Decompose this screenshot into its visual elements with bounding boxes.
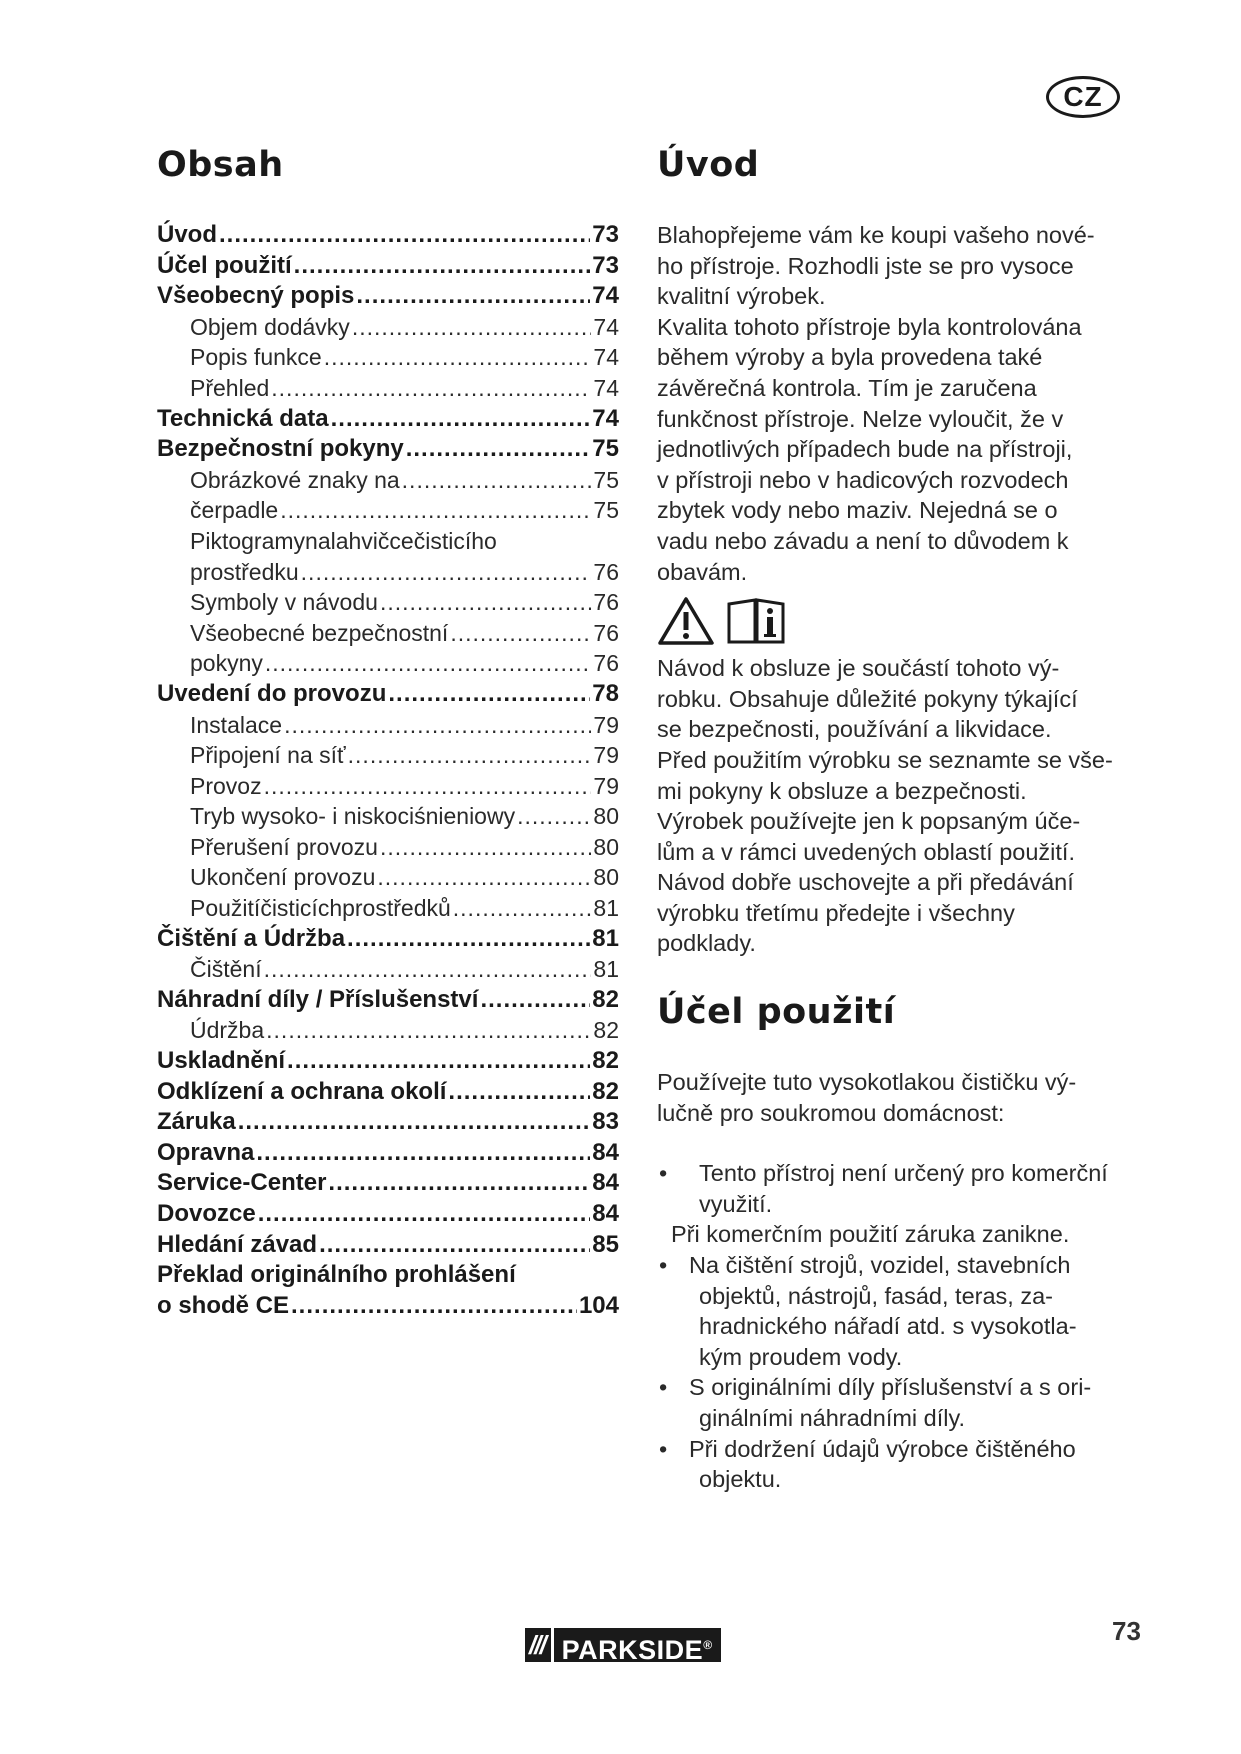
toc-entry-label: čerpadle (190, 497, 279, 524)
toc-entry-page: 74 (593, 344, 619, 371)
list-item (657, 1434, 1127, 1495)
toc-leader-dots (258, 1199, 591, 1230)
text-line: hradnického nářadí atd. s vysokotla- (699, 1313, 1077, 1340)
toc-entry-page: 75 (593, 466, 619, 493)
toc-entry-page: 74 (592, 282, 619, 310)
purpose-note: Při komerčním použití záruka zanikne. (671, 1221, 1070, 1248)
list-item (657, 1250, 1127, 1372)
toc-entry-label: Symboly v návodu (190, 589, 378, 616)
toc-entry-page: 74 (593, 313, 619, 340)
intro-heading: Úvod (657, 145, 760, 185)
content-column (657, 140, 1127, 1495)
text-line: mi pokyny k obsluze a bezpečnosti. (657, 777, 1027, 804)
toc-entry-page: 73 (592, 221, 619, 248)
list-item (657, 1158, 1127, 1219)
toc-entry-label: Překlad originálního prohlášení (157, 1261, 516, 1289)
toc-leader-dots (517, 801, 591, 832)
toc-entry-label: Dovozce (157, 1200, 256, 1227)
toc-leader-dots (453, 893, 592, 924)
manual-text (657, 653, 1127, 959)
toc-entry-label: Čištění (190, 956, 262, 983)
toc-entry-page: 85 (592, 1230, 619, 1258)
toc-entry-label: Piktogramynalahvičcečisticího (190, 527, 497, 554)
toc-entry-page: 84 (592, 1138, 619, 1166)
text-line: během výroby a byla provedena také (657, 344, 1043, 371)
manual-info-icon (725, 596, 787, 646)
safety-icons (657, 595, 1127, 647)
toc-leader-dots (380, 587, 591, 618)
toc-entry (157, 862, 619, 893)
bullet-icon: • (659, 1435, 668, 1462)
logo-slashes: /// (529, 1630, 545, 1660)
toc-entry-label: Připojení na síť (190, 742, 346, 769)
toc-entry (157, 801, 619, 832)
text-line: Používejte tuto vysokotlakou čističku vý- (657, 1069, 1077, 1096)
toc-entry (157, 404, 619, 435)
toc-leader-dots (480, 985, 590, 1016)
text-line: Výrobek používejte jen k popsaným úče- (657, 808, 1081, 835)
toc-entry-label: Přerušení provozu (190, 833, 378, 860)
bullet-icon: • (659, 1252, 668, 1279)
text-line: Návod k obsluze je součástí tohoto vý- (657, 655, 1060, 682)
toc-entry (157, 1015, 619, 1046)
text-line: robku. Obsahuje důležité pokyny týkající (657, 685, 1078, 712)
toc-entry-label: Čištění a Údržba (157, 924, 346, 952)
toc-entry (157, 1230, 619, 1261)
text-line: lučně pro soukromou domácnost: (657, 1099, 1005, 1126)
toc-entry-page: 84 (592, 1169, 619, 1197)
toc-entry-page: 74 (592, 404, 619, 432)
toc-entry-page: 76 (593, 650, 619, 677)
toc-entry (157, 373, 619, 404)
toc-entry-label: Použitíčisticíchprostředků (190, 895, 451, 922)
text-line: Návod dobře uschovejte a při předávání (657, 869, 1074, 896)
text-line: ho přístroje. Rozhodli jste se pro vysoce (657, 252, 1074, 279)
text-line: funkčnost přístroje. Nelze vyloučit, že v (657, 405, 1064, 432)
toc-entry-page: 104 (578, 1291, 619, 1319)
toc-entry-page: 73 (592, 251, 619, 279)
text-line: kvalitní výrobek. (657, 283, 826, 310)
toc-entry-label: Všeobecné bezpečnostní (190, 619, 449, 646)
toc-entry (157, 1138, 619, 1169)
text-line: využití. (699, 1190, 773, 1217)
toc-leader-dots (380, 832, 591, 863)
toc-leader-dots (352, 312, 592, 343)
toc-leader-dots (406, 434, 591, 465)
toc-leader-dots (265, 648, 592, 679)
toc-entry-page: 75 (592, 435, 619, 463)
text-line: obavám. (657, 558, 748, 585)
toc-entry-page: 80 (593, 803, 619, 830)
toc-entry-label: Uvedení do provozu (157, 679, 387, 707)
toc-entry-label: Tryb wysoko- i niskociśnieniowy (190, 803, 516, 830)
toc-entry-label: Přehled (190, 374, 270, 401)
toc-leader-dots (264, 771, 592, 802)
toc-entry (157, 281, 619, 312)
toc-entry-label: Ukončení provozu (190, 864, 376, 891)
text-line: výrobku třetímu předejte i všechny (657, 899, 1015, 926)
toc-entry-label: Objem dodávky (190, 313, 350, 340)
toc-entry-label: Údržba (190, 1017, 265, 1044)
text-line: se bezpečnosti, používání a likvidace. (657, 716, 1052, 743)
toc-entry-label: Service-Center (157, 1169, 327, 1197)
text-line: podklady. (657, 930, 756, 957)
toc-entry-page: 81 (593, 956, 619, 983)
toc-leader-dots (238, 1107, 591, 1138)
language-badge: CZ (1046, 76, 1120, 118)
toc-entry (157, 465, 619, 496)
toc-entry-label: Popis funkce (190, 344, 322, 371)
toc-entry-page: 79 (593, 742, 619, 769)
toc-entry (157, 526, 619, 557)
text-line: objektu. (699, 1466, 782, 1493)
text-line: jednotlivých případech bude na přístroji, (657, 436, 1073, 463)
toc-leader-dots (331, 404, 591, 435)
toc-entry (157, 618, 619, 649)
toc-entry (157, 495, 619, 526)
text-line: Při dodržení údajů výrobce čištěného (689, 1435, 1076, 1462)
toc-entry-label: Úvod (157, 221, 217, 248)
table-of-contents (157, 140, 619, 1321)
toc-entry-page: 76 (593, 558, 619, 585)
toc-entry-page: 82 (592, 985, 619, 1013)
toc-entry-page: 82 (592, 1047, 619, 1075)
toc-entry (157, 740, 619, 771)
toc-entry (157, 251, 619, 282)
toc-leader-dots (348, 740, 592, 771)
toc-entry-label: Obrázkové znaky na (190, 466, 400, 493)
text-line: závěrečná kontrola. Tím je zaručena (657, 374, 1037, 401)
toc-entry-label: Instalace (190, 711, 283, 738)
toc-entry (157, 434, 619, 465)
toc-leader-dots (294, 251, 591, 282)
toc-leader-dots (450, 618, 591, 649)
parkside-logo (525, 1628, 721, 1665)
toc-leader-dots (301, 557, 592, 588)
toc-entry (157, 710, 619, 741)
logo-wordmark: PARKSIDE (561, 1635, 704, 1665)
toc-leader-dots (347, 924, 590, 955)
toc-leader-dots (328, 1168, 590, 1199)
toc-entry-label: Provoz (190, 772, 262, 799)
toc-leader-dots (377, 862, 591, 893)
text-line: S originálními díly příslušenství a s ori- (689, 1374, 1092, 1401)
toc-entry (157, 1199, 619, 1230)
toc-entry-page: 76 (593, 589, 619, 616)
text-line: Tento přístroj není určený pro komerční (699, 1160, 1108, 1187)
text-line: Kvalita tohoto přístroje byla kontrolována (657, 313, 1082, 340)
toc-entry-label: Všeobecný popis (157, 282, 355, 310)
toc-entry-label: Odklízení a ochrana okolí (157, 1077, 447, 1105)
text-line: Blahopřejeme vám ke koupi vašeho nové- (657, 222, 1095, 248)
toc-entry (157, 557, 619, 588)
toc-entry-page: 78 (592, 679, 619, 707)
toc-entry-page: 80 (593, 833, 619, 860)
toc-leader-dots (356, 281, 590, 312)
text-line: Před použitím výrobku se seznamte se vše- (657, 746, 1113, 773)
toc-entry-page: 80 (593, 864, 619, 891)
toc-entry-label: Účel použití (157, 251, 292, 279)
bullet-icon: • (659, 1160, 668, 1187)
toc-leader-dots (284, 710, 591, 741)
text-line: zbytek vody nebo maziv. Nejedná se o (657, 497, 1058, 524)
text-line: objektů, nástrojů, fasád, teras, za- (699, 1282, 1053, 1309)
purpose-list (657, 1158, 1127, 1495)
toc-entry (157, 954, 619, 985)
toc-list (157, 220, 619, 1321)
toc-entry-label: pokyny (190, 650, 263, 677)
toc-entry-page: 79 (593, 711, 619, 738)
toc-leader-dots (319, 1230, 590, 1261)
toc-entry-label: Záruka (157, 1108, 236, 1136)
purpose-text (657, 1067, 1127, 1128)
toc-entry (157, 220, 619, 251)
toc-entry-page: 79 (593, 772, 619, 799)
toc-entry-page: 82 (593, 1017, 619, 1044)
toc-leader-dots (388, 679, 590, 710)
toc-entry-page: 83 (592, 1108, 619, 1136)
toc-entry-page: 76 (593, 619, 619, 646)
toc-entry (157, 771, 619, 802)
toc-entry-label: Náhradní díly / Příslušenství (157, 985, 479, 1013)
toc-entry (157, 342, 619, 373)
toc-entry-label: o shodě CE (157, 1291, 290, 1319)
toc-entry-page: 81 (592, 924, 619, 952)
toc-entry (157, 312, 619, 343)
list-item (657, 1372, 1127, 1433)
text-line: v přístroji nebo v hadicových rozvodech (657, 466, 1069, 493)
toc-entry-label: prostředku (190, 558, 299, 585)
toc-entry (157, 587, 619, 618)
text-line: vadu nebo závadu a není to důvodem k (657, 527, 1069, 554)
toc-entry (157, 1260, 619, 1291)
toc-entry (157, 985, 619, 1016)
toc-leader-dots (402, 465, 592, 496)
toc-leader-dots (264, 954, 592, 985)
toc-leader-dots (256, 1138, 590, 1169)
toc-entry-label: Technická data (157, 404, 329, 432)
toc-entry (157, 679, 619, 710)
toc-leader-dots (266, 1015, 591, 1046)
toc-entry-page: 81 (593, 895, 619, 922)
warning-icon (657, 596, 715, 646)
toc-title: Obsah (157, 145, 284, 185)
text-line: kým proudem vody. (699, 1343, 903, 1370)
toc-leader-dots (448, 1077, 590, 1108)
intro-text (657, 220, 1127, 587)
toc-leader-dots (219, 220, 590, 251)
text-line: ginálními náhradními díly. (699, 1405, 966, 1431)
toc-entry-label: Uskladnění (157, 1047, 286, 1075)
toc-entry (157, 924, 619, 955)
toc-leader-dots (280, 495, 591, 526)
toc-entry-page: 82 (592, 1077, 619, 1105)
toc-entry-label: Opravna (157, 1138, 255, 1166)
text-line: lům a v rámci uvedených oblastí použití. (657, 838, 1075, 865)
toc-entry (157, 893, 619, 924)
toc-entry-page: 75 (593, 497, 619, 524)
bullet-icon: • (659, 1374, 668, 1401)
toc-entry-page: 74 (593, 374, 619, 401)
toc-entry (157, 1046, 619, 1077)
toc-leader-dots (287, 1046, 590, 1077)
toc-entry-label: Bezpečnostní pokyny (157, 435, 404, 463)
toc-entry-label: Hledání závad (157, 1230, 318, 1258)
toc-entry (157, 1107, 619, 1138)
toc-leader-dots (324, 342, 592, 373)
toc-entry (157, 1168, 619, 1199)
toc-entry (157, 1291, 619, 1322)
toc-entry (157, 1077, 619, 1108)
text-line: Na čištění strojů, vozidel, stavebních (689, 1252, 1071, 1279)
toc-entry-page: 84 (592, 1200, 619, 1227)
toc-entry (157, 832, 619, 863)
page-number: 73 (1112, 1616, 1141, 1646)
purpose-heading: Účel použití (657, 992, 896, 1033)
toc-entry (157, 648, 619, 679)
toc-leader-dots (271, 373, 591, 404)
toc-leader-dots (291, 1291, 577, 1322)
logo-trademark: ® (703, 1638, 713, 1652)
logo-text (551, 1628, 721, 1665)
